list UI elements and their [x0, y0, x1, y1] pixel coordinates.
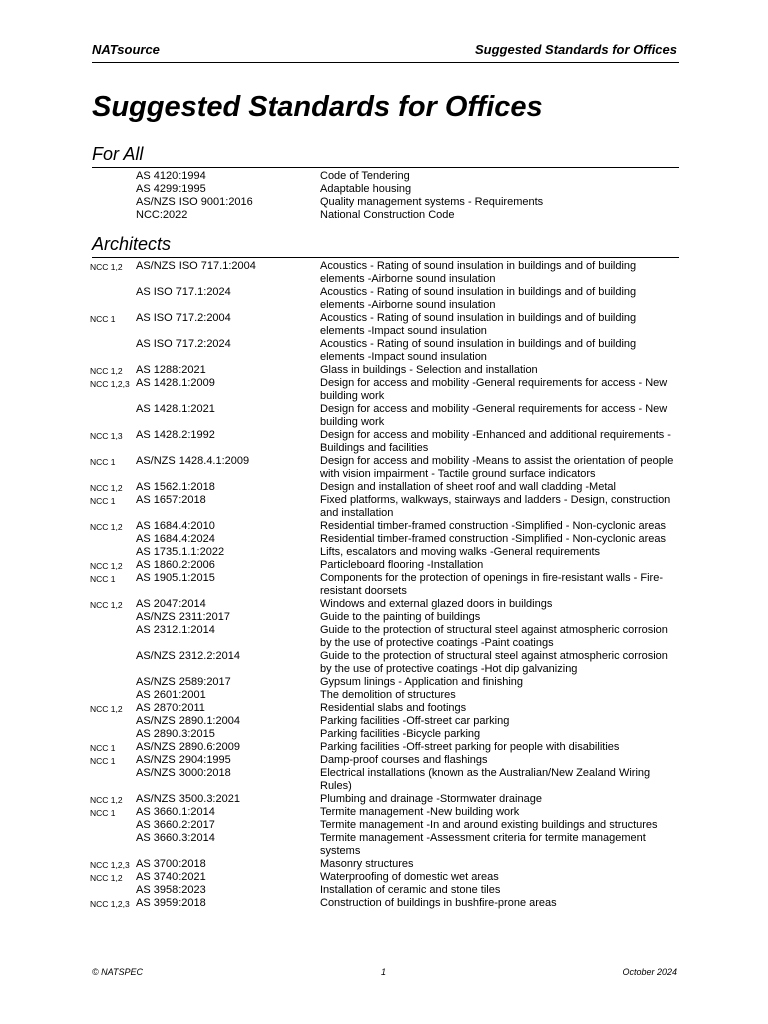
standard-title: Parking facilities -Bicycle parking — [320, 728, 481, 740]
standard-title: Adaptable housing — [320, 183, 412, 195]
ncc-reference: NCC 1 — [90, 457, 116, 467]
ncc-reference: NCC 1,2,3 — [90, 899, 130, 909]
table-row — [92, 884, 679, 897]
standard-code: AS 1657:2018 — [136, 494, 206, 506]
standard-title: Acoustics - Rating of sound insulation in buildings and of building elements -Airborne sound insulation — [320, 286, 637, 311]
standard-title: Guide to the painting of buildings — [320, 611, 481, 623]
standard-code: AS 3740:2021 — [136, 871, 206, 883]
standard-code: AS 1860.2:2006 — [136, 559, 215, 571]
table-row — [92, 819, 679, 832]
standard-title: Parking facilities -Off-street parking for people with disabilities — [320, 741, 620, 753]
standard-code: AS ISO 717.2:2004 — [136, 312, 231, 324]
standard-title: Particleboard flooring -Installation — [320, 559, 484, 571]
table-row — [92, 689, 679, 702]
ncc-reference: NCC 1 — [90, 314, 116, 324]
standard-code: AS 2047:2014 — [136, 598, 206, 610]
standard-title: Waterproofing of domestic wet areas — [320, 871, 499, 883]
standard-code: AS/NZS ISO 717.1:2004 — [136, 260, 256, 272]
standard-title: Guide to the protection of structural steel against atmospheric corrosion by the use of protective coatings -Hot dip galvanizing — [320, 650, 668, 675]
standard-title: Lifts, escalators and moving walks -General requirements — [320, 546, 601, 558]
standard-code: AS 1684.4:2024 — [136, 533, 215, 545]
standard-title: Design for access and mobility -General requirements for access - New building work — [320, 377, 668, 402]
section-architects — [92, 233, 679, 910]
standards-list — [92, 260, 679, 910]
ncc-reference: NCC 1,2 — [90, 704, 123, 714]
footer-page-number: 1 — [381, 967, 387, 977]
table-row — [92, 754, 679, 767]
standard-code: AS 3700:2018 — [136, 858, 206, 870]
standard-title: Design for access and mobility -Means to assist the orientation of people with vision impairment - Tactile ground surface indicators — [320, 455, 674, 480]
table-row — [92, 312, 679, 338]
ncc-reference: NCC 1,2 — [90, 483, 123, 493]
table-row — [92, 832, 679, 858]
table-row — [92, 520, 679, 533]
standard-code: AS 1684.4:2010 — [136, 520, 215, 532]
standard-title: Acoustics - Rating of sound insulation in buildings and of building elements -Impact sound insulation — [320, 312, 637, 337]
standard-code: AS 3660.3:2014 — [136, 832, 215, 844]
standard-code: AS/NZS 1428.4.1:2009 — [136, 455, 250, 467]
section-divider — [92, 257, 679, 258]
table-row — [92, 572, 679, 598]
table-row — [92, 728, 679, 741]
standard-title: Masonry structures — [320, 858, 414, 870]
standard-title: Design for access and mobility -Enhanced and additional requirements - Buildings and facilities — [320, 429, 671, 454]
standard-title: Acoustics - Rating of sound insulation in buildings and of building elements -Airborne sound insulation — [320, 260, 637, 285]
table-row — [92, 533, 679, 546]
standard-title: Parking facilities -Off-street car parking — [320, 715, 510, 727]
standard-title: Plumbing and drainage -Stormwater drainage — [320, 793, 542, 805]
table-row — [92, 455, 679, 481]
standard-title: Code of Tendering — [320, 170, 410, 182]
standard-code: AS/NZS 3000:2018 — [136, 767, 231, 779]
page-title: Suggested Standards for Offices — [92, 91, 543, 123]
page-header — [92, 42, 677, 60]
table-row — [92, 209, 679, 222]
section-heading: Architects — [92, 234, 172, 254]
table-row — [92, 429, 679, 455]
table-row — [92, 546, 679, 559]
standard-title: Termite management -In and around existing buildings and structures — [320, 819, 658, 831]
standard-code: AS 1288:2021 — [136, 364, 206, 376]
table-row — [92, 741, 679, 754]
standard-title: Construction of buildings in bushfire-prone areas — [320, 897, 557, 909]
ncc-reference: NCC 1,2 — [90, 366, 123, 376]
standard-title: Termite management -New building work — [320, 806, 520, 818]
table-row — [92, 286, 679, 312]
ncc-reference: NCC 1,2 — [90, 795, 123, 805]
standard-title: Gypsum linings - Application and finishing — [320, 676, 524, 688]
standard-code: AS 2890.3:2015 — [136, 728, 215, 740]
ncc-reference: NCC 1,2 — [90, 262, 123, 272]
ncc-reference: NCC 1,2,3 — [90, 379, 130, 389]
standard-title: Electrical installations (known as the Australian/New Zealand Wiring Rules) — [320, 767, 651, 792]
standard-title: Residential slabs and footings — [320, 702, 467, 714]
table-row — [92, 481, 679, 494]
standard-title: Design and installation of sheet roof and wall cladding -Metal — [320, 481, 616, 493]
standard-code: AS 4120:1994 — [136, 170, 206, 182]
standard-title: Design for access and mobility -General requirements for access - New building work — [320, 403, 668, 428]
standard-code: AS 1735.1.1:2022 — [136, 546, 225, 558]
table-row — [92, 715, 679, 728]
table-row — [92, 676, 679, 689]
standard-code: AS/NZS 2890.1:2004 — [136, 715, 240, 727]
ncc-reference: NCC 1,2 — [90, 522, 123, 532]
standard-code: AS 1428.1:2021 — [136, 403, 215, 415]
table-row — [92, 170, 679, 183]
section-heading: For All — [92, 144, 144, 164]
page-footer — [92, 967, 677, 981]
standard-code: AS ISO 717.2:2024 — [136, 338, 231, 350]
table-row — [92, 403, 679, 429]
table-row — [92, 559, 679, 572]
standard-code: AS 3959:2018 — [136, 897, 206, 909]
ncc-reference: NCC 1,2 — [90, 873, 123, 883]
standard-title: Quality management systems - Requirements — [320, 196, 544, 208]
table-row — [92, 650, 679, 676]
table-row — [92, 806, 679, 819]
standard-code: AS/NZS 3500.3:2021 — [136, 793, 240, 805]
table-row — [92, 702, 679, 715]
standard-code: AS 1905.1:2015 — [136, 572, 215, 584]
standard-code: AS 1428.1:2009 — [136, 377, 215, 389]
table-row — [92, 767, 679, 793]
standard-title: Termite management -Assessment criteria for termite management systems — [320, 832, 646, 857]
table-row — [92, 793, 679, 806]
table-row — [92, 183, 679, 196]
section-divider — [92, 167, 679, 168]
table-row — [92, 196, 679, 209]
table-row — [92, 364, 679, 377]
header-divider — [92, 62, 679, 63]
ncc-reference: NCC 1,3 — [90, 431, 123, 441]
footer-date: October 2024 — [622, 967, 677, 977]
standard-title: Fixed platforms, walkways, stairways and ladders - Design, construction and installation — [320, 494, 671, 519]
table-row — [92, 858, 679, 871]
standards-list — [92, 170, 679, 222]
table-row — [92, 897, 679, 910]
ncc-reference: NCC 1,2,3 — [90, 860, 130, 870]
standard-title: Glass in buildings - Selection and installation — [320, 364, 538, 376]
footer-copyright: © NATSPEC — [92, 967, 143, 977]
standard-title: Installation of ceramic and stone tiles — [320, 884, 501, 896]
ncc-reference: NCC 1 — [90, 756, 116, 766]
ncc-reference: NCC 1 — [90, 574, 116, 584]
table-row — [92, 260, 679, 286]
standard-title: Residential timber-framed construction -Simplified - Non-cyclonic areas — [320, 533, 667, 545]
standard-code: AS/NZS 2311:2017 — [136, 611, 230, 623]
standard-code: AS 1428.2:1992 — [136, 429, 215, 441]
ncc-reference: NCC 1 — [90, 808, 116, 818]
standard-code: AS 3958:2023 — [136, 884, 206, 896]
table-row — [92, 494, 679, 520]
standard-code: AS/NZS 2904:1995 — [136, 754, 231, 766]
standard-code: AS/NZS 2589:2017 — [136, 676, 231, 688]
standard-title: Residential timber-framed construction -Simplified - Non-cyclonic areas — [320, 520, 667, 532]
standard-code: AS 2312.1:2014 — [136, 624, 215, 636]
standard-title: Damp-proof courses and flashings — [320, 754, 488, 766]
table-row — [92, 611, 679, 624]
ncc-reference: NCC 1 — [90, 743, 116, 753]
table-row — [92, 598, 679, 611]
standard-title: Acoustics - Rating of sound insulation in buildings and of building elements -Impact sound insulation — [320, 338, 637, 363]
standard-title: Guide to the protection of structural steel against atmospheric corrosion by the use of protective coatings -Paint coatings — [320, 624, 668, 649]
standard-code: AS ISO 717.1:2024 — [136, 286, 231, 298]
standard-code: AS 3660.2:2017 — [136, 819, 215, 831]
table-row — [92, 624, 679, 650]
ncc-reference: NCC 1,2 — [90, 561, 123, 571]
standard-code: AS/NZS 2890.6:2009 — [136, 741, 240, 753]
standard-code: NCC:2022 — [136, 209, 188, 221]
section-for-all — [92, 143, 679, 222]
standard-title: Windows and external glazed doors in buildings — [320, 598, 553, 610]
standard-code: AS 3660.1:2014 — [136, 806, 215, 818]
standard-code: AS/NZS ISO 9001:2016 — [136, 196, 253, 208]
standard-code: AS 2870:2011 — [136, 702, 205, 714]
table-row — [92, 338, 679, 364]
standard-code: AS 1562.1:2018 — [136, 481, 215, 493]
table-row — [92, 377, 679, 403]
standard-code: AS 2601:2001 — [136, 689, 206, 701]
standard-title: National Construction Code — [320, 209, 455, 221]
standard-code: AS/NZS 2312.2:2014 — [136, 650, 240, 662]
standard-code: AS 4299:1995 — [136, 183, 206, 195]
ncc-reference: NCC 1,2 — [90, 600, 123, 610]
table-row — [92, 871, 679, 884]
standard-title: The demolition of structures — [320, 689, 456, 701]
header-left: NATsource — [92, 42, 160, 57]
standard-title: Components for the protection of openings in fire-resistant walls - Fire-resistant doorsets — [320, 572, 663, 597]
ncc-reference: NCC 1 — [90, 496, 116, 506]
header-right: Suggested Standards for Offices — [474, 42, 677, 57]
